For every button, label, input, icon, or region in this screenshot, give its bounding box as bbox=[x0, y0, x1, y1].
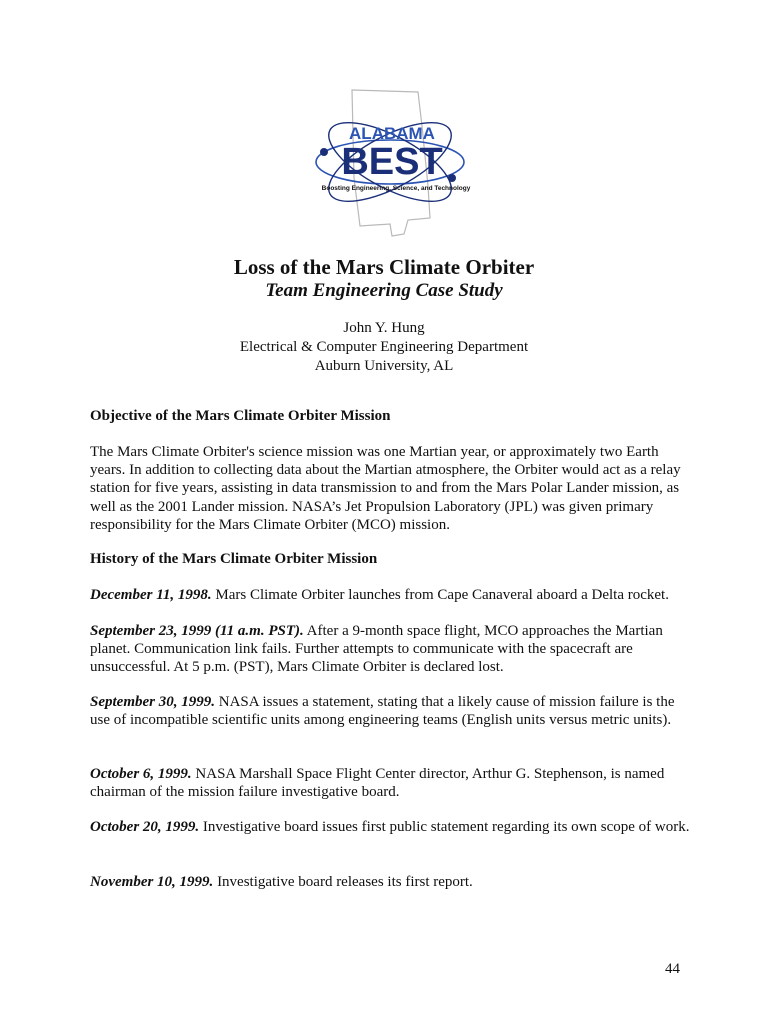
event-date: October 6, 1999. bbox=[90, 766, 192, 782]
event-date: November 10, 1999. bbox=[90, 874, 214, 890]
event-text: Mars Climate Orbiter launches from Cape Canaveral aboard a Delta rocket. bbox=[211, 587, 669, 603]
history-event bbox=[90, 622, 690, 677]
event-date: September 23, 1999 (11 a.m. PST). bbox=[90, 623, 304, 639]
alabama-best-logo bbox=[300, 86, 480, 238]
logo-graphic bbox=[300, 86, 480, 238]
event-date: December 11, 1998. bbox=[90, 587, 212, 603]
electron-dot bbox=[320, 148, 328, 156]
event-text: Investigative board issues first public statement regarding its own scope of work. bbox=[199, 819, 690, 835]
history-event bbox=[90, 765, 690, 801]
event-text: After a 9-month space flight, MCO approaches the Martian planet. Communication link fails. Further attempts to communicate with the spacecraft are unsuccessful. At 5 p.m. (PST), Mars Climate Orbiter is declared lost. bbox=[90, 623, 663, 676]
history-event bbox=[90, 693, 690, 729]
author-department: Electrical & Computer Engineering Department bbox=[239, 339, 529, 355]
document-title: Loss of the Mars Climate Orbiter bbox=[233, 255, 535, 279]
author-name: John Y. Hung bbox=[343, 320, 425, 336]
event-text: NASA issues a statement, stating that a likely cause of mission failure is the use of incompatible scientific units among engineering teams (English units versus metric units). bbox=[90, 694, 675, 729]
history-heading: History of the Mars Climate Orbiter Mission bbox=[90, 551, 378, 567]
page-number: 44 bbox=[665, 961, 680, 977]
logo-line2: BEST bbox=[341, 141, 443, 183]
logo-line1: ALABAMA bbox=[349, 124, 435, 143]
history-event bbox=[90, 873, 690, 891]
event-text: Investigative board releases its first report. bbox=[213, 874, 473, 890]
electron-dot bbox=[448, 174, 456, 182]
objective-paragraph: The Mars Climate Orbiter's science mission was one Martian year, or approximately two Earth years. In addition to collecting data about the Martian atmosphere, the Orbiter would act as a relay station for five years, assisting in data transmission to and from the Mars Polar Lander mission, as well as the 2001 Lander mission. NASA’s Jet Propulsion Laboratory (JPL) was given primary responsibility for the Mars Climate Orbiter (MCO) mission. bbox=[90, 444, 681, 533]
document-subtitle: Team Engineering Case Study bbox=[265, 280, 503, 301]
history-event bbox=[90, 818, 690, 836]
logo-tagline: Boosting Engineering, Science, and Technology bbox=[321, 185, 471, 192]
event-text: NASA Marshall Space Flight Center director, Arthur G. Stephenson, is named chairman of the mission failure investigative board. bbox=[90, 766, 665, 801]
author-university: Auburn University, AL bbox=[314, 358, 454, 374]
history-event bbox=[90, 586, 690, 604]
objective-heading: Objective of the Mars Climate Orbiter Mission bbox=[90, 408, 391, 424]
event-date: October 20, 1999. bbox=[90, 819, 200, 835]
event-date: September 30, 1999. bbox=[90, 694, 215, 710]
